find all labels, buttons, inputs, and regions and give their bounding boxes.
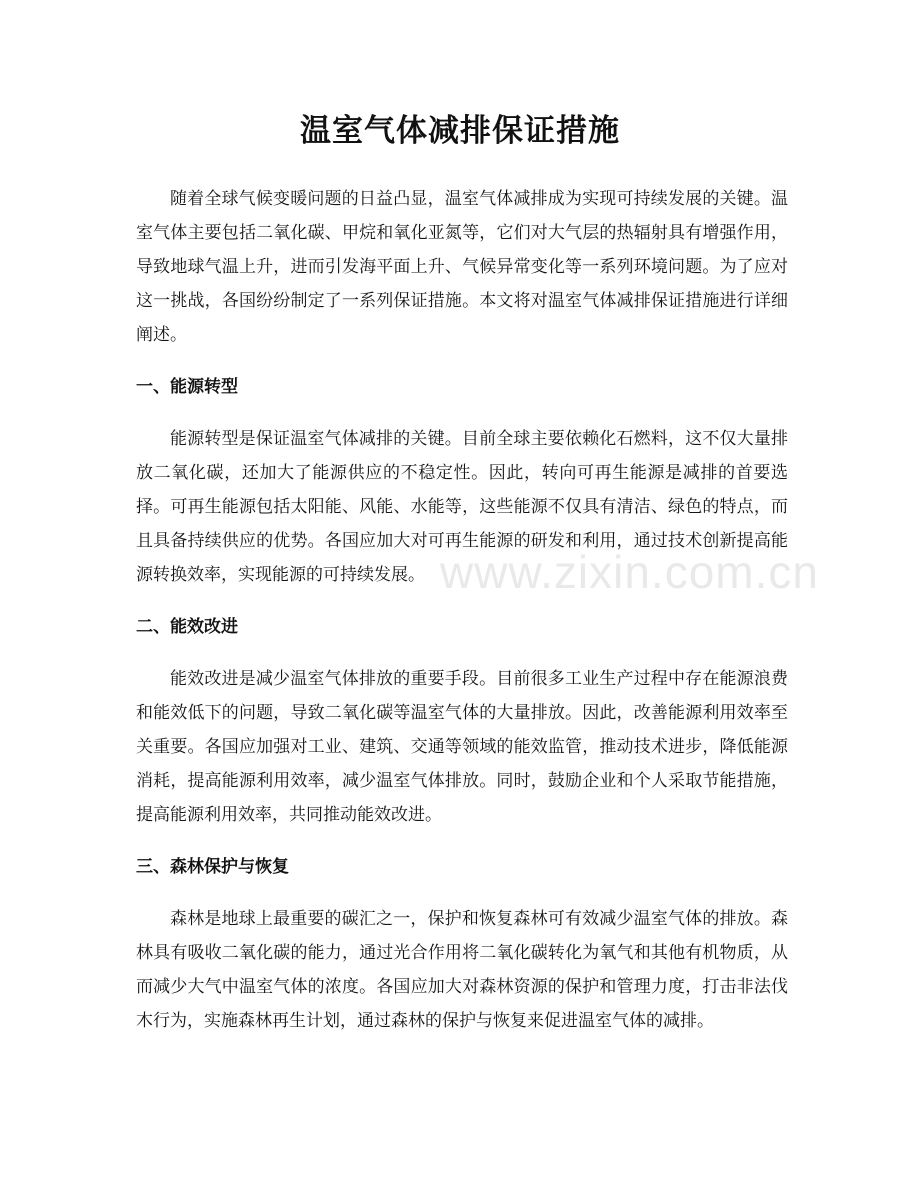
section-heading-forest: 三、森林保护与恢复 (136, 857, 289, 877)
spacer (136, 832, 788, 850)
spacer (136, 592, 788, 610)
section-body-forest: 森林是地球上最重要的碳汇之一，保护和恢复森林可有效减少温室气体的排放。森林具有吸收二氧化碳的能力，通过光合作用将二氧化碳转化为氧气和其他有机物质，从而减少大气中温室气体的浓度。各国应加大对森林资源的保护和管理力度，打击非法伐木行为，实施森林再生计划，通过森林的保护与恢复来促进温室气体的减排。 (136, 909, 788, 1031)
intro-paragraph: 随着全球气候变暖问题的日益凸显，温室气体减排成为实现可持续发展的关键。温室气体主要包括二氧化碳、甲烷和氧化亚氮等，它们对大气层的热辐射具有增强作用，导致地球气温上升，进而引发海平面上升、气候异常变化等一系列环境问题。为了应对这一挑战，各国纷纷制定了一系列保证措施。本文将对温室气体减排保证措施进行详细阐述。 (136, 189, 788, 345)
spacer (136, 884, 788, 902)
spacer (136, 352, 788, 370)
spacer (136, 404, 788, 422)
section-body-energy-transition: 能源转型是保证温室气体减排的关键。目前全球主要依赖化石燃料，这不仅大量排放二氧化碳，还加大了能源供应的不稳定性。因此，转向可再生能源是减排的首要选择。可再生能源包括太阳能、风能、水能等，这些能源不仅具有清洁、绿色的特点，而且具备持续供应的优势。各国应加大对可再生能源的研发和利用，通过技术创新提高能源转换效率，实现能源的可持续发展。 (136, 429, 788, 585)
document-body (136, 182, 788, 1038)
section-body-efficiency: 能效改进是减少温室气体排放的重要手段。目前很多工业生产过程中存在能源浪费和能效低下的问题，导致二氧化碳等温室气体的大量排放。因此，改善能源利用效率至关重要。各国应加强对工业、建筑、交通等领域的能效监管，推动技术进步，降低能源消耗，提高能源利用效率，减少温室气体排放。同时，鼓励企业和个人采取节能措施，提高能源利用效率，共同推动能效改进。 (136, 669, 788, 825)
spacer (136, 644, 788, 662)
section-heading-efficiency: 二、能效改进 (136, 617, 238, 637)
watermark: www.zixin.com.cn (440, 546, 819, 598)
section-heading-energy-transition: 一、能源转型 (136, 377, 238, 397)
document-title: 温室气体减排保证措施 (300, 113, 620, 149)
